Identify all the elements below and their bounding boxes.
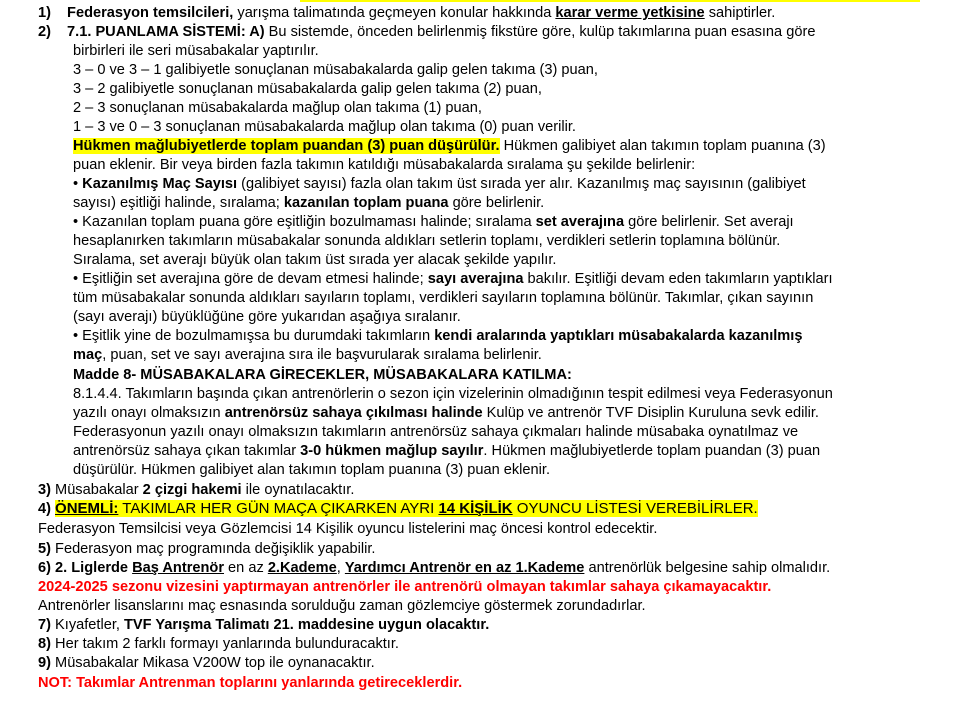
section-a: A) bbox=[245, 24, 265, 40]
item-6-yardimci: Yardımcı Antrenör en az 1.Kademe bbox=[344, 560, 585, 576]
score-rule-4: 1 – 3 ve 0 – 3 sonuçlanan müsabakalarda mağlup olan takıma (0) puan verilir. bbox=[73, 119, 576, 135]
bullet-4-l2-end: , puan, set ve sayı averajına sıra ile başvurularak sıralama belirlenir. bbox=[102, 347, 542, 363]
item-1-bold: Federasyon temsilcileri, bbox=[67, 5, 234, 21]
item-4-line-2: Federasyon Temsilcisi veya Gözlemcisi 14 Kişilik oyuncu listelerini maç öncesi kontrol edecektir. bbox=[38, 521, 658, 537]
item-number: 5) bbox=[38, 541, 51, 557]
hukmen-line bbox=[73, 137, 826, 156]
item-6 bbox=[38, 559, 830, 578]
item-number: 1) bbox=[38, 5, 51, 21]
bullet-1-bold: Kazanılmış Maç Sayısı bbox=[82, 176, 238, 192]
item-5-text: Federasyon maç programında değişiklik yapabilir. bbox=[50, 541, 376, 557]
item-7-pre: Kıyafetler, bbox=[50, 617, 124, 633]
item-3-text: Müsabakalar bbox=[50, 482, 143, 498]
item-5 bbox=[38, 540, 375, 559]
madde-text-5: düşürülür. Hükmen galibiyet alan takımın toplam puanına (3) puan eklenir. bbox=[73, 462, 551, 478]
item-7-bold: TVF Yarışma Talimatı 21. maddesine uygun olacaktır. bbox=[124, 617, 490, 633]
bullet-3 bbox=[73, 270, 833, 289]
item-1-end: sahiptirler. bbox=[704, 5, 776, 21]
bullet-1-l2-text: sayısı) eşitliği halinde, sıralama; bbox=[73, 195, 284, 211]
item-3 bbox=[38, 481, 354, 500]
bullet-4-l2-bold: maç bbox=[73, 347, 103, 363]
bullet-4 bbox=[73, 327, 802, 346]
bullet-1-text: (galibiyet sayısı) fazla olan takım üst sırada yer alır. Kazanılmış maç sayısının (galibiyet bbox=[237, 176, 806, 192]
bullet-4-line-2 bbox=[73, 346, 542, 365]
note-line: NOT: Takımlar Antrenman toplarını yanlarında getireceklerdir. bbox=[38, 675, 463, 691]
madde-text-3: Federasyonun yazılı onayı olmaksızın takımların antrenörsüz sahaya çıkmaları halinde müsabaka oynatılmaz ve bbox=[73, 424, 799, 440]
bullet-3-line-3: (sayı averajı) büyüklüğüne göre yukarıdan aşağıya sıralanır. bbox=[73, 309, 461, 325]
madde-text-2-pre: yazılı onayı olmaksızın bbox=[73, 405, 225, 421]
highlight-strip bbox=[300, 0, 920, 2]
item-1-text: yarışma talimatında geçmeyen konular hakkında bbox=[233, 5, 556, 21]
item-4-highlight bbox=[55, 500, 758, 517]
item-6-warning: 2024-2025 sezonu vizesini yaptırmayan antrenörler ile antrenörü olmayan takımlar sahaya çıkamayacaktır. bbox=[38, 579, 772, 595]
hukmen-rest: Hükmen galibiyet alan takımın toplam puanına (3) bbox=[499, 138, 826, 154]
madde-8-heading: Madde 8- MÜSABAKALARA GİRECEKLER, MÜSABAKALARA KATILMA: bbox=[73, 367, 572, 383]
item-2-text2: birbirleri ile seri müsabakalar yaptırılır. bbox=[73, 43, 319, 59]
hukmen-line-2: puan eklenir. Bir veya birden fazla takımın katıldığı müsabakalarda sıralama şu şekilde belirlenir: bbox=[73, 157, 696, 173]
item-4-hl-bold: 14 KİŞİLİK bbox=[438, 500, 513, 517]
madde-text-4 bbox=[73, 442, 820, 461]
onemli-label: ÖNEMLİ: bbox=[55, 500, 119, 517]
madde-text-4-bold: 3-0 hükmen mağlup sayılır bbox=[300, 443, 484, 459]
bullet-4-bold: kendi aralarında yaptıkları müsabakalarda kazanılmış bbox=[434, 328, 803, 344]
score-rule-3: 2 – 3 sonuçlanan müsabakalarda mağlup olan takıma (1) puan, bbox=[73, 100, 482, 116]
bullet-2-line-2: hesaplanırken takımların müsabakalar sonunda aldıkları setlerin toplamı, verdikleri setlerin toplamına bölünür. bbox=[73, 233, 781, 249]
bullet-2 bbox=[73, 213, 794, 232]
item-4 bbox=[38, 500, 758, 519]
score-rule-2: 3 – 2 galibiyetle sonuçlanan müsabakalarda galip gelen takıma (2) puan, bbox=[73, 81, 542, 97]
bullet-1-line-2 bbox=[73, 194, 544, 213]
item-3-bold: 2 çizgi hakemi bbox=[142, 482, 242, 498]
item-7 bbox=[38, 616, 489, 635]
item-2-text1: Bu sistemde, önceden belirlenmiş fikstüre göre, kulüp takımlarına puan esasına göre bbox=[264, 24, 816, 40]
item-6-end: antrenörlük belgesine sahip olmalıdır. bbox=[584, 560, 831, 576]
item-number: 9) bbox=[38, 655, 51, 671]
bullet-3-text: • Eşitliğin set averajına göre de devam etmesi halinde; bbox=[73, 271, 428, 287]
item-number: 6) bbox=[38, 560, 51, 576]
item-number: 7) bbox=[38, 617, 51, 633]
item-8 bbox=[38, 635, 399, 654]
madde-text-2 bbox=[73, 404, 819, 423]
bullet-icon: • bbox=[73, 176, 83, 192]
item-6-sep: , bbox=[336, 560, 345, 576]
item-6-pre: 2. Liglerde bbox=[50, 560, 133, 576]
item-number: 8) bbox=[38, 636, 51, 652]
item-1-underlined: karar verme yetkisine bbox=[555, 5, 705, 21]
item-9 bbox=[38, 654, 375, 673]
madde-text-2-bold: antrenörsüz sahaya çıkılması halinde bbox=[224, 405, 483, 421]
madde-text-4-pre: antrenörsüz sahaya çıkan takımlar bbox=[73, 443, 301, 459]
item-8-text: Her takım 2 farklı formayı yanlarında bulunduracaktır. bbox=[50, 636, 399, 652]
item-6-kademe: 2.Kademe bbox=[267, 560, 337, 576]
item-6-bas-antrenor: Baş Antrenör bbox=[132, 560, 224, 576]
item-3-end: ile oynatılacaktır. bbox=[241, 482, 355, 498]
item-1 bbox=[38, 4, 775, 23]
bullet-3-line-2: tüm müsabakalar sonunda aldıkları sayıların toplamı, verdikleri sayıların toplamına bölünür. Takımlar, çıkan sayının bbox=[73, 290, 814, 306]
bullet-1-l2-bold: kazanılan toplam puana bbox=[283, 195, 449, 211]
bullet-4-text: • Eşitlik yine de bozulmamışsa bu durumdaki takımların bbox=[73, 328, 435, 344]
item-number: 3) bbox=[38, 482, 51, 498]
puanlama-title: 7.1. PUANLAMA SİSTEMİ: bbox=[67, 24, 246, 40]
item-4-hl-pre: TAKIMLAR HER GÜN MAÇA ÇIKARKEN AYRI bbox=[118, 500, 439, 517]
score-rule-1: 3 – 0 ve 3 – 1 galibiyetle sonuçlanan müsabakalarda galip gelen takıma (3) puan, bbox=[73, 62, 598, 78]
item-number: 4) bbox=[38, 501, 51, 517]
bullet-3-bold: sayı averajına bbox=[427, 271, 524, 287]
madde-text-2-end: Kulüp ve antrenör TVF Disiplin Kuruluna sevk edilir. bbox=[482, 405, 819, 421]
madde-text-4-end: . Hükmen mağlubiyetlerde toplam puandan (3) puan bbox=[483, 443, 821, 459]
hukmen-highlight: Hükmen mağlubiyetlerde toplam puandan (3) puan düşürülür. bbox=[73, 138, 500, 154]
bullet-2-end: göre belirlenir. Set averajı bbox=[624, 214, 794, 230]
madde-text-1: 8.1.4.4. Takımların başında çıkan antrenörlerin o sezon için vizelerinin olmadığının tespit edilmesi veya Federasyonun bbox=[73, 386, 833, 402]
item-6-mid: en az bbox=[224, 560, 268, 576]
item-number: 2) bbox=[38, 24, 51, 40]
bullet-2-text: • Kazanılan toplam puana göre eşitliğin bozulmaması halinde; sıralama bbox=[73, 214, 536, 230]
item-2-heading bbox=[38, 23, 946, 42]
bullet-3-end: bakılır. Eşitliği devam eden takımların yaptıkları bbox=[523, 271, 833, 287]
bullet-2-bold: set averajına bbox=[535, 214, 625, 230]
item-9-text: Müsabakalar Mikasa V200W top ile oynanacaktır. bbox=[50, 655, 375, 671]
item-6-line-3: Antrenörler lisanslarını maç esnasında sorulduğu zaman gözlemciye göstermek zorundadırlar. bbox=[38, 598, 646, 614]
bullet-1 bbox=[73, 175, 806, 194]
bullet-2-line-3: Sıralama, set averajı büyük olan takım üst sırada yer alacak şekilde yapılır. bbox=[73, 252, 557, 268]
item-4-hl-end: OYUNCU LİSTESİ VEREBİLİRLER. bbox=[512, 500, 758, 517]
bullet-1-l2-end: göre belirlenir. bbox=[448, 195, 545, 211]
